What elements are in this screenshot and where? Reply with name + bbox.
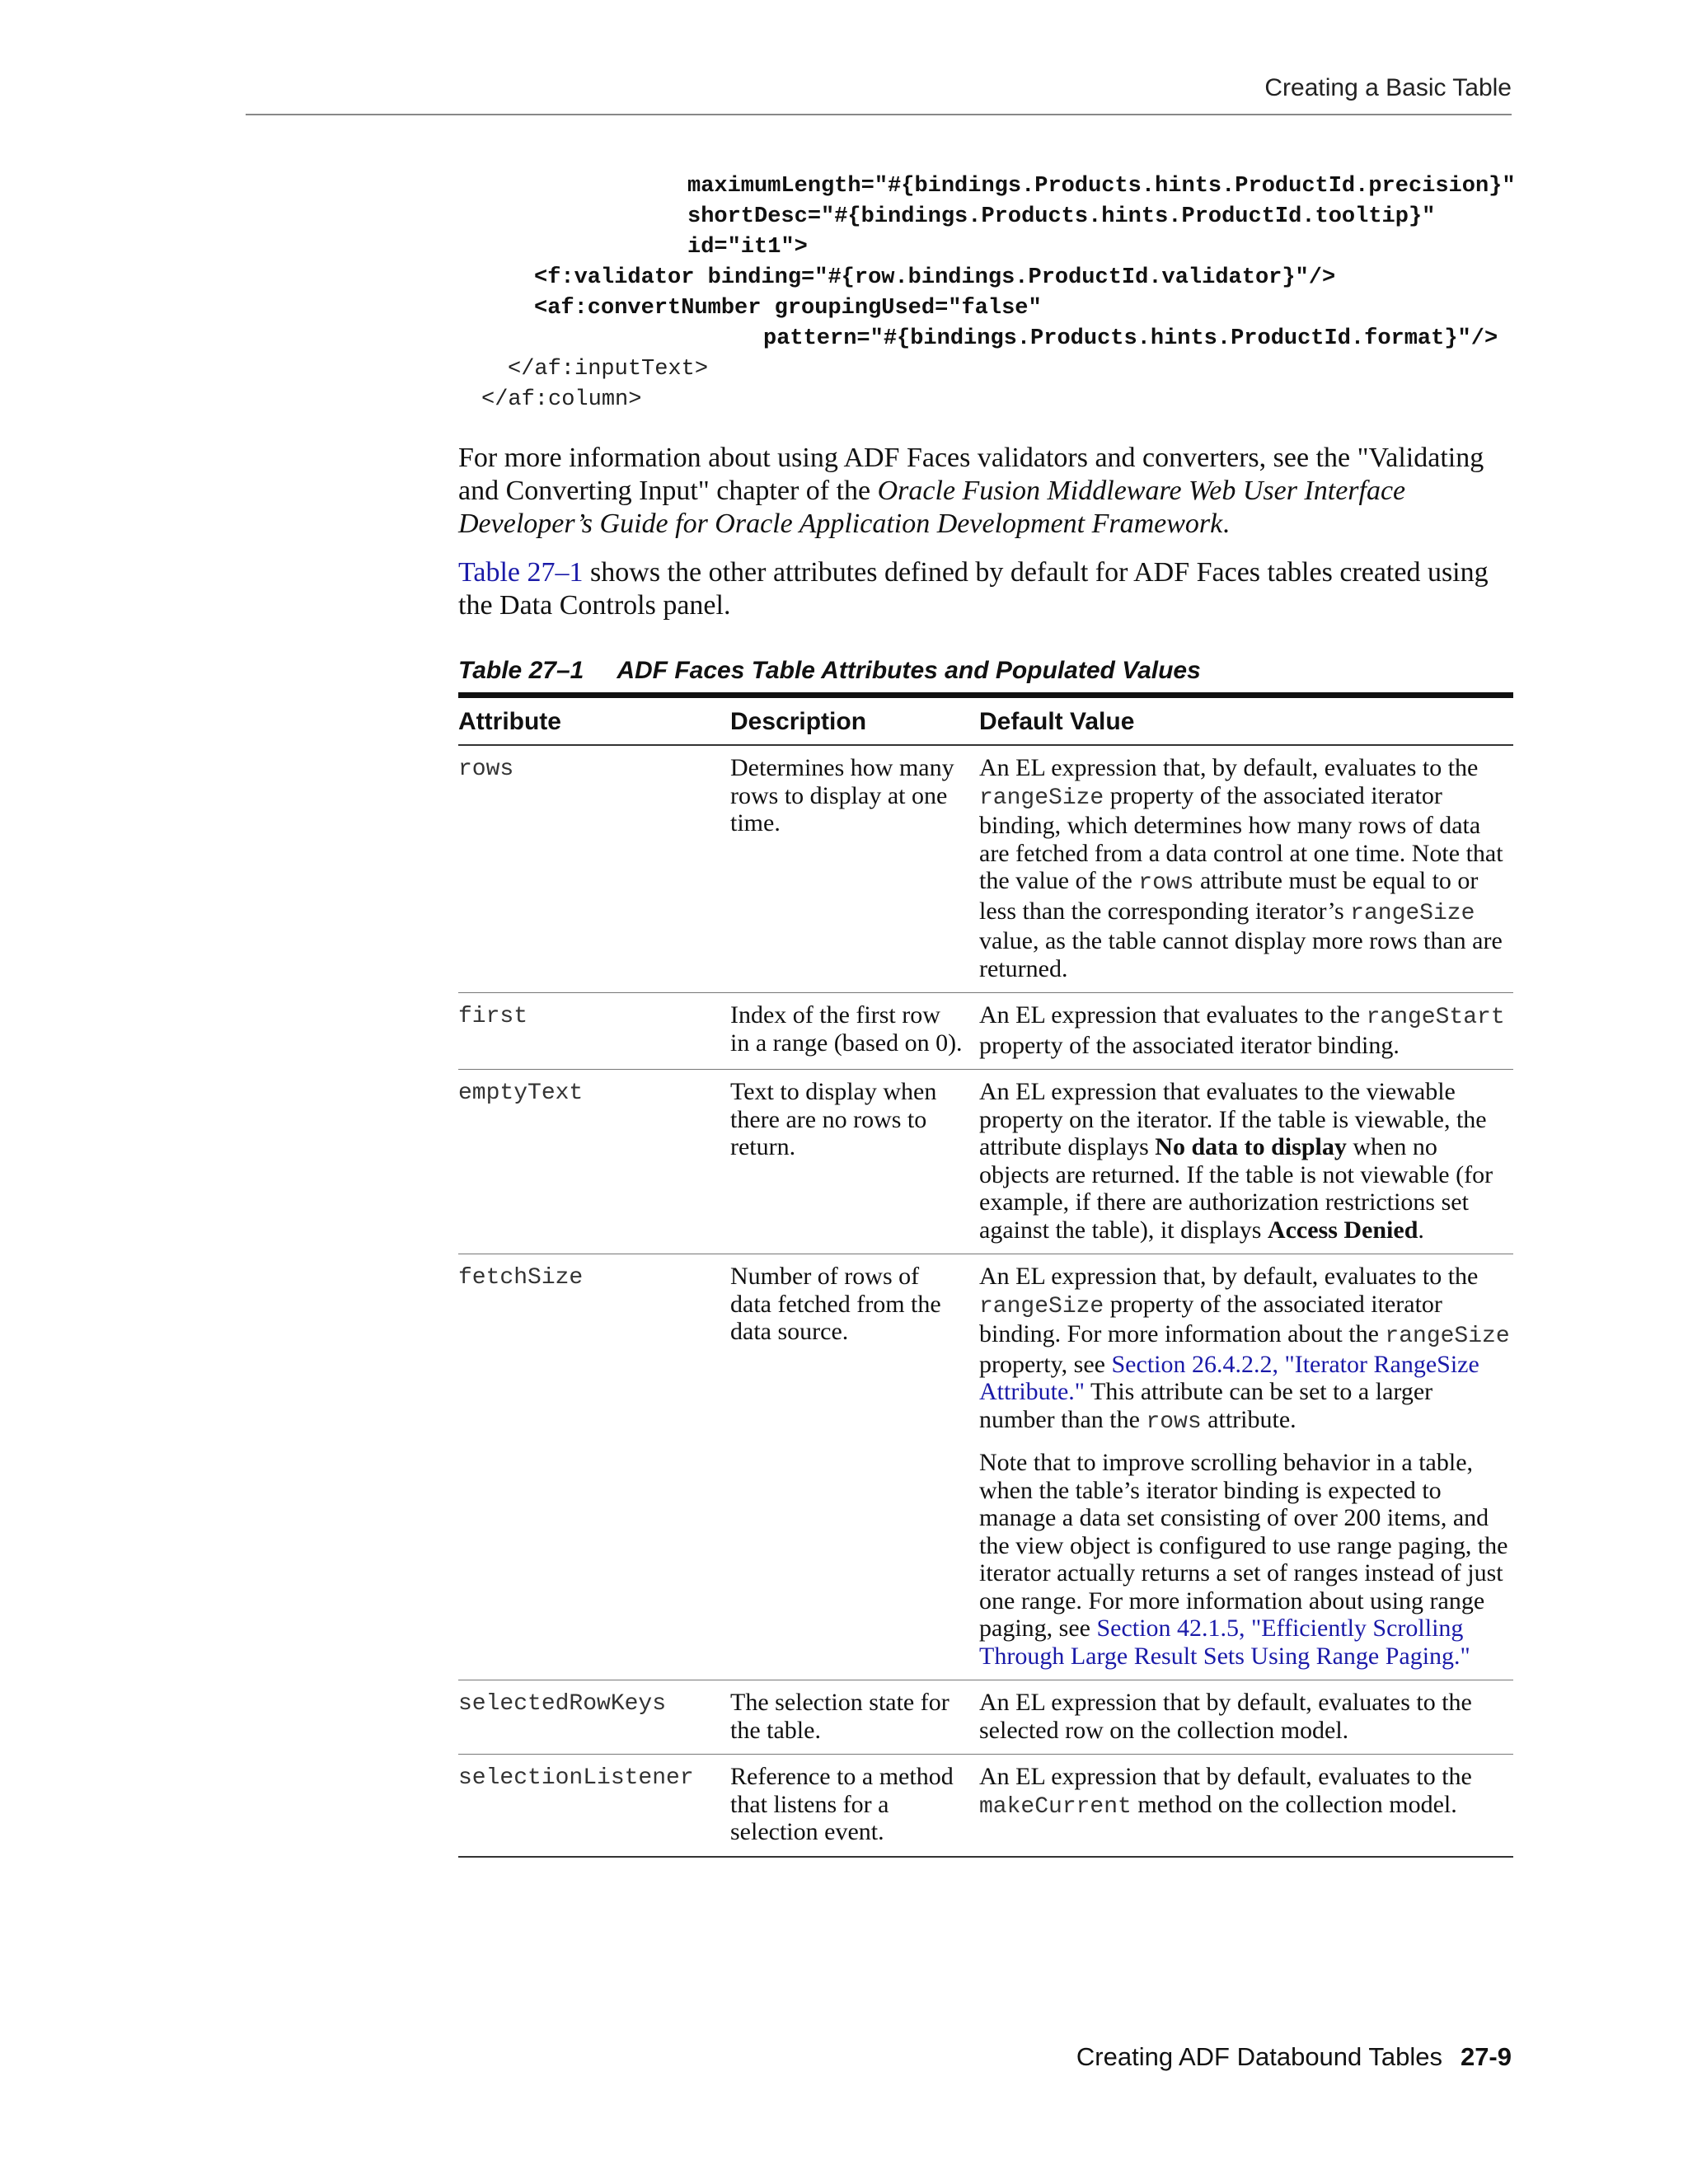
running-header: Creating a Basic Table	[1264, 74, 1512, 101]
attribute-name: emptyText	[458, 1070, 730, 1254]
attribute-name: first	[458, 993, 730, 1070]
attribute-name: fetchSize	[458, 1254, 730, 1680]
attribute-name: selectedRowKeys	[458, 1680, 730, 1755]
attribute-name: selectionListener	[458, 1765, 694, 1791]
code-sample	[458, 171, 1516, 415]
column-header-description: Description	[730, 696, 979, 746]
table-header-row	[458, 696, 1513, 746]
attribute-description: Reference to a method that listens for a selection event.	[730, 1763, 954, 1845]
section-42-1-5-link[interactable]: Section 42.1.5, "Efficiently Scrolling Through Large Result Sets Using Range Paging."	[979, 1615, 1470, 1670]
book-title: Oracle Fusion Middleware Web User Interface Developer’s Guide for Oracle Application Development Framework	[458, 476, 1406, 539]
table-cross-reference-link[interactable]: Table 27–1	[458, 557, 584, 588]
attribute-description: The selection state for the table.	[730, 1680, 979, 1755]
table-row	[458, 1254, 1513, 1680]
attribute-description: Text to display when there are no rows to return.	[730, 1070, 979, 1254]
section-26-4-2-2-link[interactable]: Section 26.4.2.2, "Iterator RangeSize Attribute."	[979, 1350, 1479, 1405]
paragraph-validators: For more information about using ADF Faces validators and converters, see the "Validating and Converting Input" chapter of the Oracle Fusion Middleware Web User Interface Developer’s Guide for Oracle Application Development Framework.	[458, 443, 1484, 539]
code-line: shortDesc="#{bindings.Products.hints.ProductId.tooltip}"	[687, 204, 1436, 229]
attributes-table	[458, 692, 1513, 1858]
header-rule	[246, 114, 1512, 115]
paragraph-table-intro: Table 27–1 shows the other attributes defined by default for ADF Faces tables created using the Data Controls panel.	[458, 557, 1489, 621]
column-header-default-value: Default Value	[979, 696, 1513, 746]
attribute-description: Determines how many rows to display at one time.	[730, 745, 979, 993]
code-line: pattern="#{bindings.Products.hints.ProductId.format}"/>	[763, 326, 1498, 351]
attribute-description: Index of the first row in a range (based on 0).	[730, 993, 979, 1070]
column-header-attribute: Attribute	[458, 696, 730, 746]
table-row	[458, 745, 1513, 993]
attribute-default-value: An EL expression that by default, evaluates to the selected row on the collection model.	[979, 1680, 1513, 1755]
table-row	[458, 1680, 1513, 1755]
attribute-default-value: An EL expression that, by default, evaluates to the rangeSize property of the associated iterator binding, which determines how many rows of data are fetched from a data control at one time. Note that the value of the rows attribute must be equal to or less than the corresponding iterator’s rangeSize value, as the table cannot display more rows than are returned.	[979, 745, 1513, 993]
code-line: <f:validator binding="#{row.bindings.ProductId.validator}"/>	[534, 265, 1336, 290]
code-line: id="it1">	[687, 235, 808, 260]
footer-chapter-title: Creating ADF Databound Tables	[1076, 2042, 1442, 2071]
table-caption-title: ADF Faces Table Attributes and Populated Values	[617, 657, 1201, 684]
table-row	[458, 1070, 1513, 1254]
attribute-default-value: An EL expression that evaluates to the rangeStart property of the associated iterator binding.	[979, 993, 1513, 1070]
code-line: <af:convertNumber groupingUsed="false"	[534, 296, 1042, 321]
attribute-default-value: An EL expression that evaluates to the viewable property on the iterator. If the table is viewable, the attribute displays No data to display when no objects are returned. If the table is not viewable (for example, if there are authorization restrictions set against the table), it displays Access Denied.	[979, 1070, 1513, 1254]
code-line: </af:column>	[481, 387, 642, 412]
attribute-default-value	[979, 1254, 1513, 1680]
default-value-paragraph: An EL expression that, by default, evaluates to the rangeSize property of the associated iterator binding. For more information about the rangeSize property, see Section 26.4.2.2, "Iterator RangeSize Attribute." This attribute can be set to a larger number than the rows attribute.	[979, 1263, 1510, 1435]
table-caption-number: Table 27–1	[458, 657, 584, 684]
page-number: 27-9	[1460, 2042, 1512, 2071]
attribute-description: Number of rows of data fetched from the data source.	[730, 1254, 979, 1680]
attribute-default-value: An EL expression that by default, evaluates to the makeCurrent method on the collection model.	[979, 1763, 1472, 1820]
table-row	[458, 993, 1513, 1070]
code-line: maximumLength="#{bindings.Products.hints.ProductId.precision}"	[687, 174, 1516, 199]
table-row	[458, 1755, 1513, 1857]
default-value-note: Note that to improve scrolling behavior in a table, when the table’s iterator binding is expected to manage a data set consisting of over 200 items, and the view object is configured to use range paging, the iterator actually returns a set of ranges instead of just one range. For more information about using range paging, see Section 42.1.5, "Efficiently Scrolling Through Large Result Sets Using Range Paging."	[979, 1449, 1508, 1670]
table-caption	[458, 657, 1201, 685]
code-line: </af:inputText>	[508, 357, 709, 382]
page-footer	[1076, 2042, 1512, 2072]
attribute-name: rows	[458, 745, 730, 993]
